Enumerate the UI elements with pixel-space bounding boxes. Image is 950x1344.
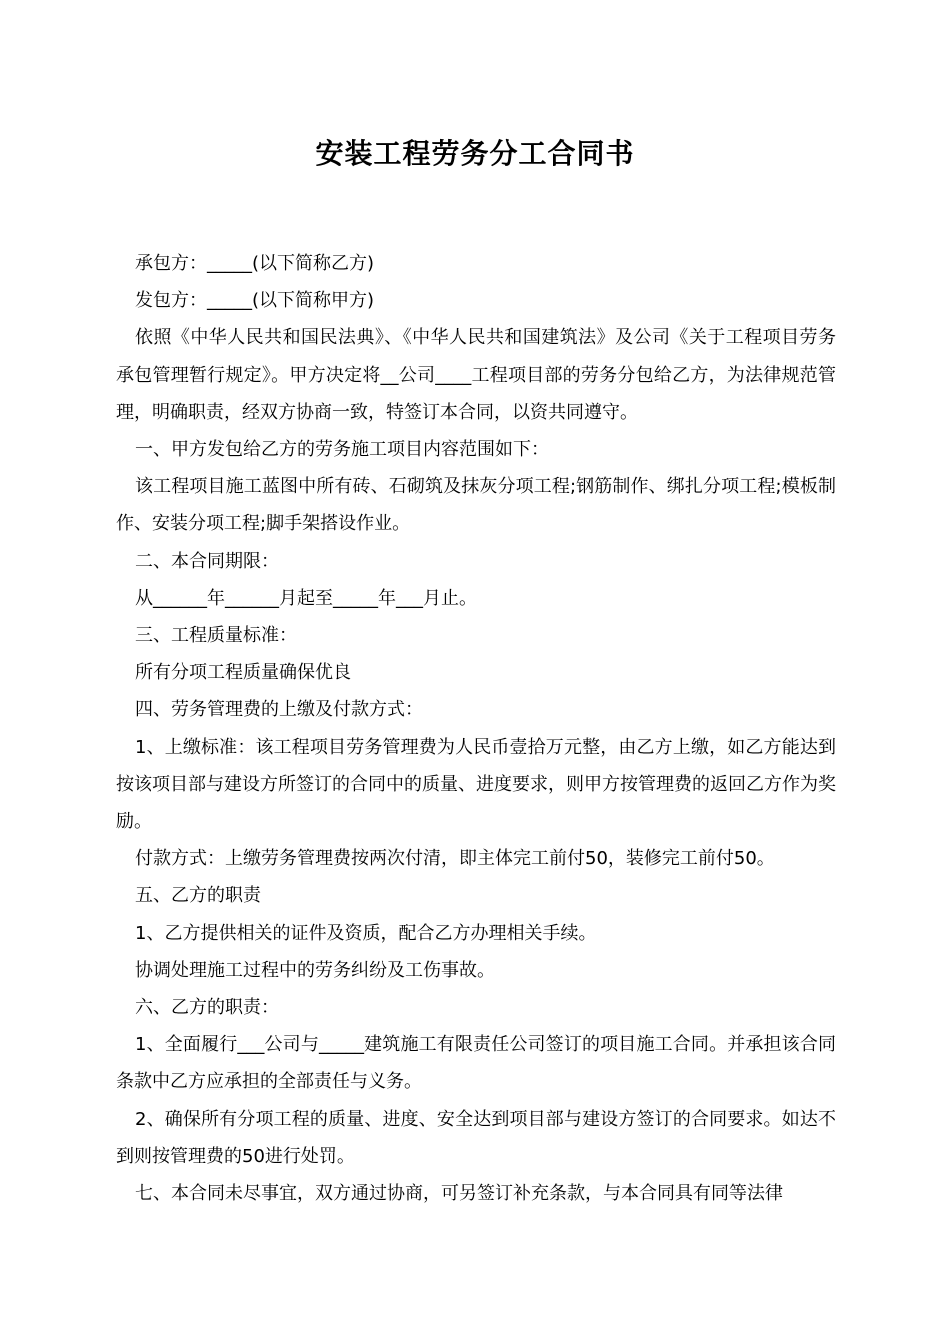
section-heading-duties-6: 六、乙方的职责： [135, 997, 279, 1019]
duties-6-item-2: 2、确保所有分项工程的质量、进度、安全达到项目部与建设方签订的合同要求。如达不到则按管理费的50进行处罚。 [116, 1108, 836, 1167]
document-title: 安装工程劳务分工合同书 [315, 137, 635, 170]
section-heading-fees: 四、劳务管理费的上缴及付款方式： [135, 699, 423, 721]
term-paragraph: 从______年______月起至_____年___月止。 [135, 587, 477, 609]
document-body [116, 245, 836, 1212]
duties-6-item-1: 1、全面履行___公司与_____建筑施工有限责任公司签订的项目施工合同。并承担该合同条款中乙方应承担的全部责任与义务。 [116, 1034, 836, 1093]
section-heading-scope: 一、甲方发包给乙方的劳务施工项目内容范围如下： [135, 439, 549, 461]
preamble-paragraph: 依照《中华人民共和国民法典》、《中华人民共和国建筑法》及公司《关于工程项目劳务承包管理暂行规定》。甲方决定将__公司____工程项目部的劳务分包给乙方，为法律规范管理，明确职责，经双方协商一致，特签订本合同，以资共同遵守。 [116, 327, 836, 423]
section-heading-term: 二、本合同期限： [135, 550, 279, 572]
contractor-line: 承包方：_____(以下简称乙方) [135, 253, 375, 274]
scope-paragraph: 该工程项目施工蓝图中所有砖、石砌筑及抹灰分项工程;钢筋制作、绑扎分项工程;模板制作、安装分项工程;脚手架搭设作业。 [116, 476, 836, 535]
duties-5-item-1: 1、乙方提供相关的证件及资质，配合乙方办理相关手续。 [135, 922, 597, 944]
section-heading-duties-5: 五、乙方的职责 [135, 885, 261, 907]
duties-5-item-2: 协调处理施工过程中的劳务纠纷及工伤事故。 [135, 959, 495, 981]
fee-standard-paragraph: 1、上缴标准：该工程项目劳务管理费为人民币壹拾万元整，由乙方上缴，如乙方能达到按该项目部与建设方所签订的合同中的质量、进度要求，则甲方按管理费的返回乙方作为奖励。 [116, 736, 836, 833]
payment-method-paragraph: 付款方式：上缴劳务管理费按两次付清，即主体完工前付50，装修完工前付50。 [135, 848, 775, 870]
quality-paragraph: 所有分项工程质量确保优良 [135, 662, 351, 684]
section-heading-quality: 三、工程质量标准： [135, 625, 297, 647]
employer-line: 发包方：_____(以下简称甲方) [135, 290, 375, 312]
section-seven-paragraph: 七、本合同未尽事宜，双方通过协商，可另签订补充条款，与本合同具有同等法律 [135, 1183, 783, 1205]
